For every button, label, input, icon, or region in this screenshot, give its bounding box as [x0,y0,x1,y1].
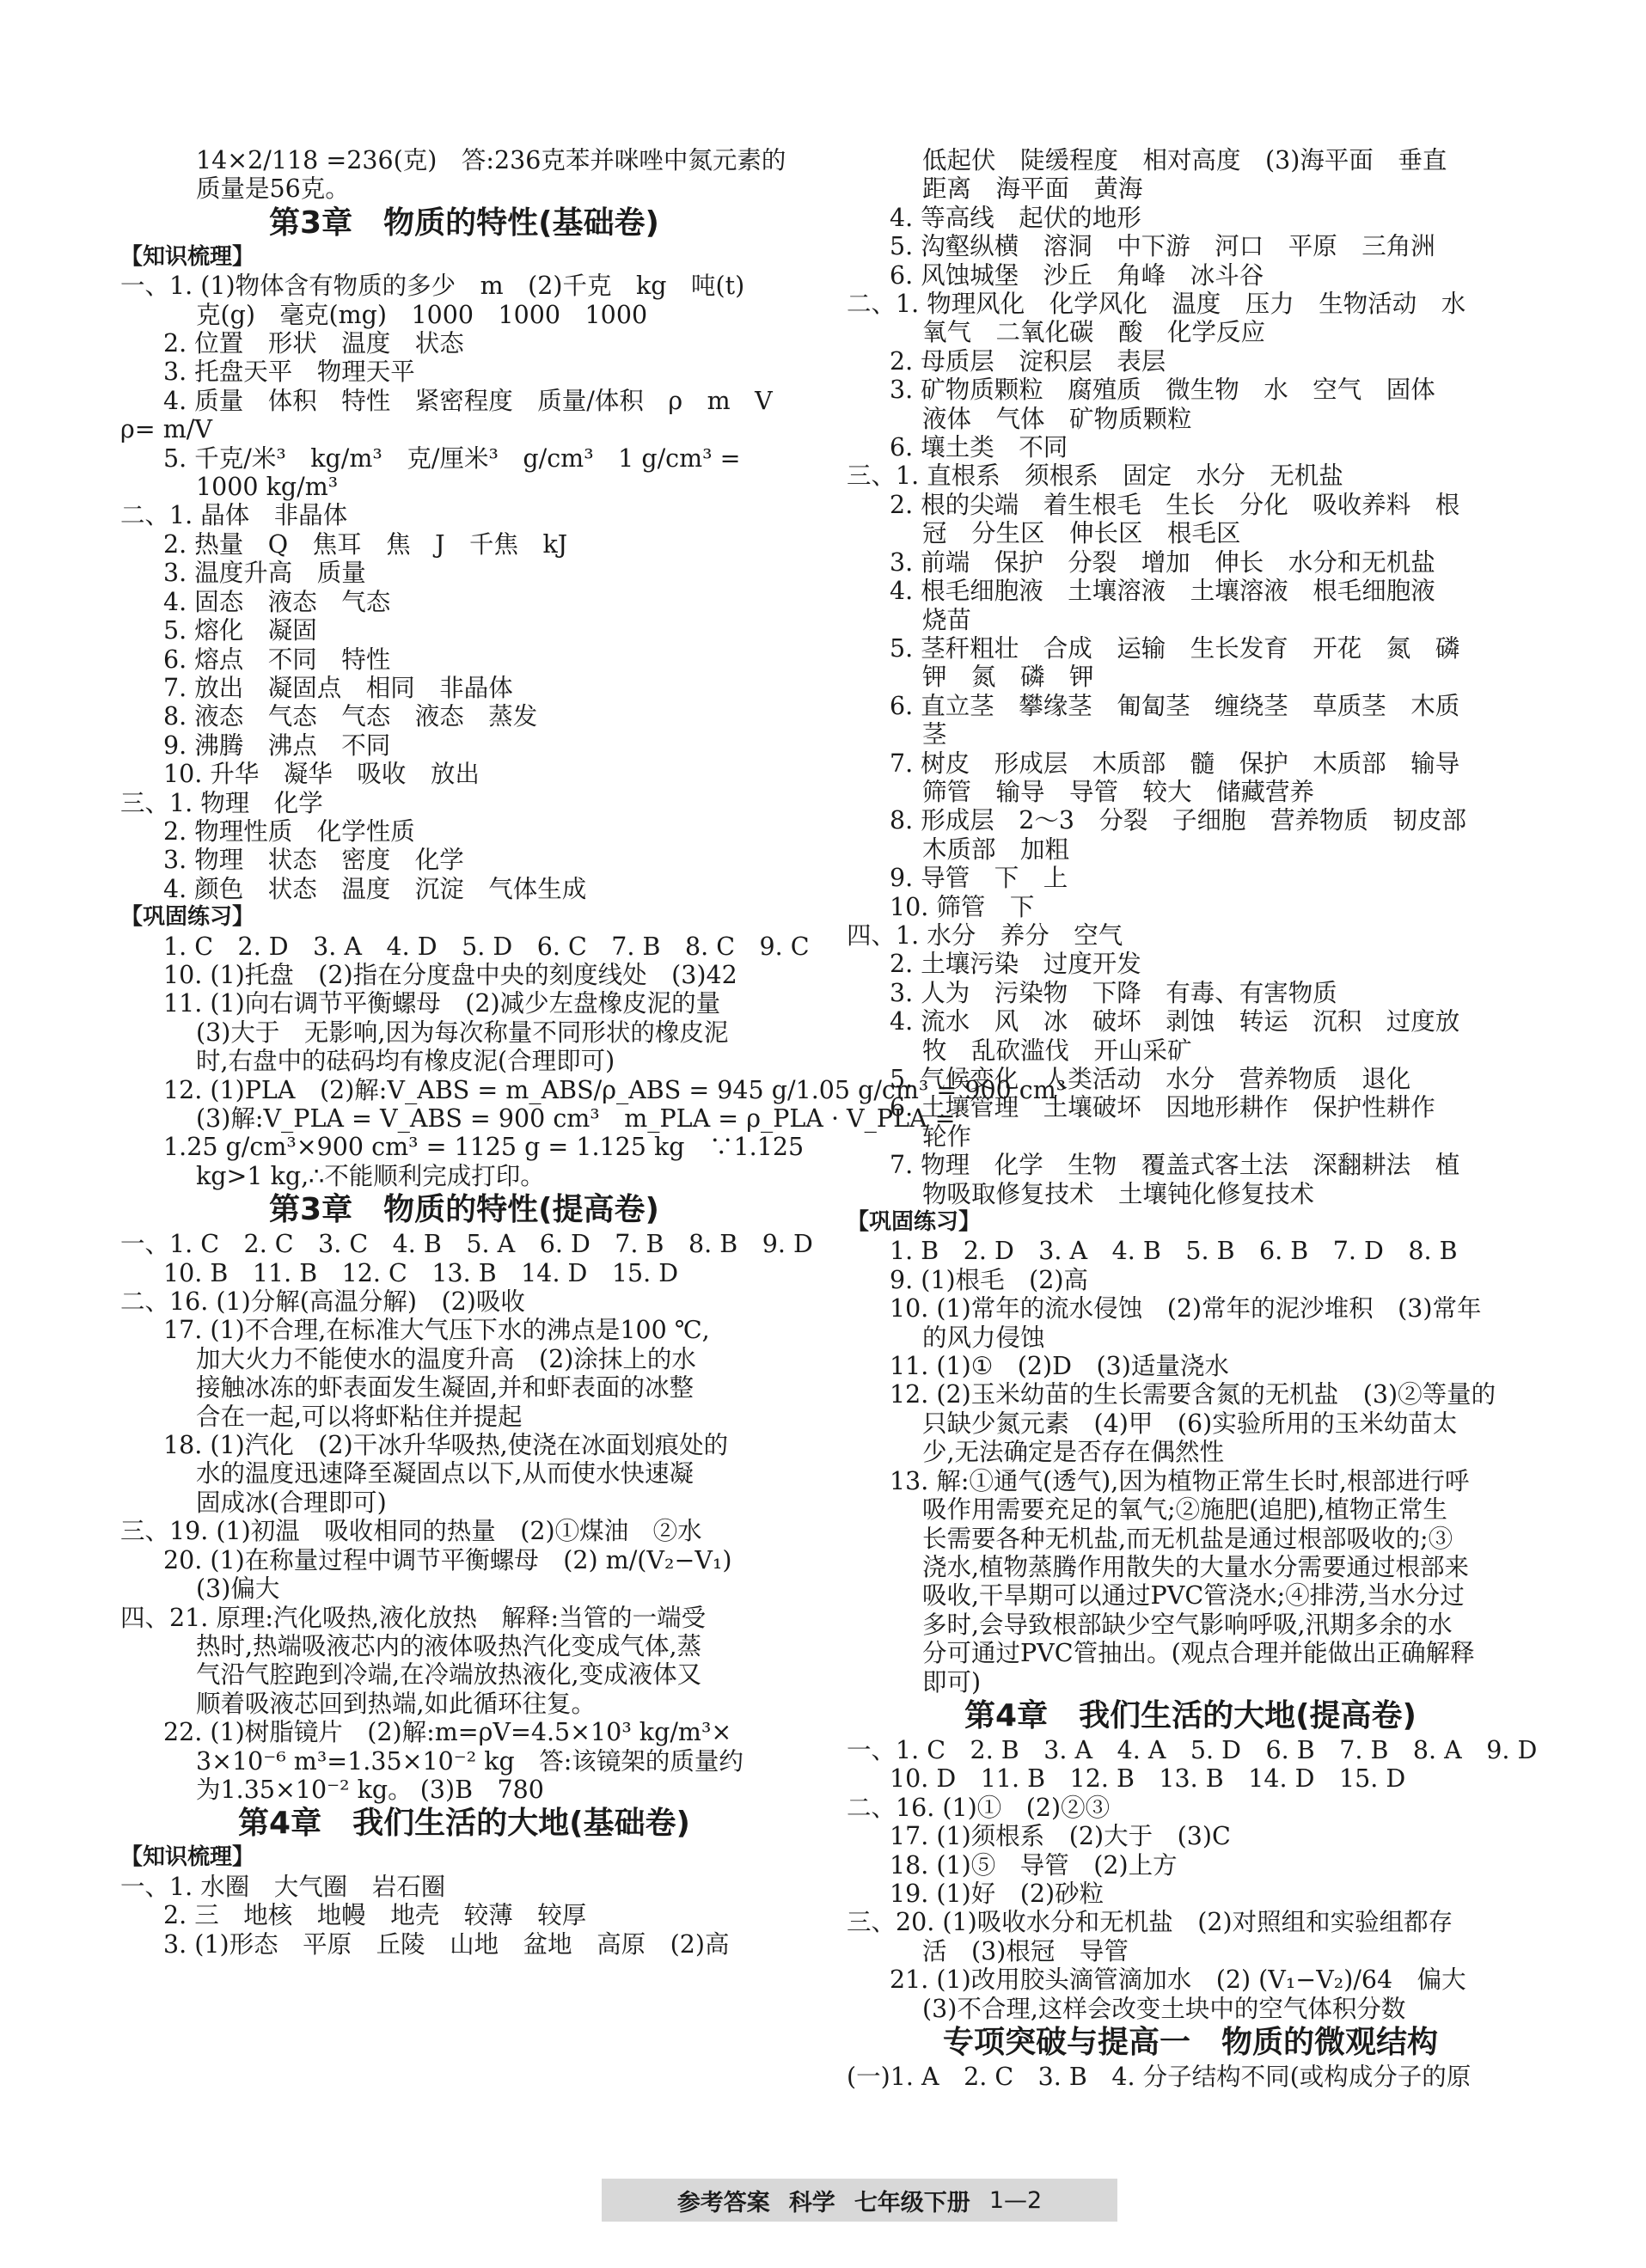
answer-line: 9. (1)根毛 (2)高 [890,1265,1088,1294]
answer-line: 20. (1)在称量过程中调节平衡螺母 (2) m/(V₂−V₁) [163,1545,732,1574]
answer-line: 7. 放出 凝固点 相同 非晶体 [163,673,513,702]
section-label: 【知识梳理】 [120,243,255,270]
answer-line: 17. (1)须根系 (2)大于 (3)C [890,1822,1231,1851]
answer-line: 4. 根毛细胞液 土壤溶液 土壤溶液 根毛细胞液 [890,577,1435,606]
answer-line: 8. 形成层 2～3 分裂 子细胞 营养物质 韧皮部 [890,806,1467,835]
answer-line: 气沿气腔跑到冷端,在冷端放热液化,变成液体又 [196,1660,702,1690]
answer-line: ρ= m/V [120,415,212,444]
answer-line: 3. (1)形态 平原 丘陵 山地 盆地 高原 (2)高 [163,1929,730,1959]
answer-line: 低起伏 陡缓程度 相对高度 (3)海平面 垂直 [922,146,1447,174]
answer-line: 分可通过PVC管抽出。(观点合理并能做出正确解释 [922,1639,1475,1668]
answer-line: 浇水,植物蒸腾作用散失的大量水分需要通过根部来 [922,1552,1470,1581]
answer-line: 6. 风蚀城堡 沙丘 角峰 冰斗谷 [890,260,1264,290]
answer-line: 二、1. 晶体 非晶体 [120,501,348,530]
answer-line: 10. (1)常年的流水侵蚀 (2)常年的泥沙堆积 (3)常年 [890,1294,1482,1324]
answer-line: 三、1. 直根系 须根系 固定 水分 无机盐 [847,462,1343,491]
answer-line: 3. 托盘天平 物理天平 [163,358,415,387]
answer-line: 三、19. (1)初温 吸收相同的热量 (2)①煤油 ②水 [120,1517,702,1546]
answer-line: 4. 等高线 起伏的地形 [890,203,1141,232]
answer-line: 5. 茎秆粗壮 合成 运输 生长发育 开花 氮 磷 [890,633,1460,663]
answer-line: 21. (1)改用胶头滴管滴加水 (2) (V₁−V₂)/64 偏大 [890,1965,1466,1995]
answer-line: 5. 千克/米³ kg/m³ 克/厘米³ g/cm³ 1 g/cm³ = [163,443,741,473]
answer-line: 2. 热量 Q 焦耳 焦 J 千焦 kJ [163,529,568,559]
answer-line: 少,无法确定是否存在偶然性 [922,1438,1225,1467]
answer-line: 11. (1)① (2)D (3)适量浇水 [890,1352,1229,1381]
answer-line: 6. 壤土类 不同 [890,433,1068,462]
answer-line: 3. 矿物质颗粒 腐殖质 微生物 水 空气 固体 [890,376,1435,405]
answer-line: 钾 氮 磷 钾 [922,663,1094,692]
answer-line: 接触冰冻的虾表面发生凝固,并和虾表面的冰整 [196,1373,695,1403]
answer-line: 二、16. (1)① (2)②③ [847,1793,1111,1822]
answer-line: 6. 土壤管理 土壤破坏 因地形耕作 保护性耕作 [890,1093,1435,1122]
answer-line: 10. D 11. B 12. B 13. B 14. D 15. D [890,1764,1406,1794]
answer-line: 3. 人为 污染物 下降 有毒、有害物质 [890,978,1337,1007]
answer-line: 固成冰(合理即可) [196,1488,387,1517]
answer-line: 一、1. C 2. B 3. A 4. A 5. D 6. B 7. B 8. A 9. D [847,1735,1538,1764]
page-footer [602,2179,1117,2222]
footer-grade: 七年级下册 [854,2189,970,2216]
answer-line: 2. 三 地核 地幔 地壳 较薄 较厚 [163,1901,587,1930]
answer-line: 1.25 g/cm³×900 cm³ = 1125 g = 1.125 kg ∵1.125 [163,1133,805,1162]
footer-subject: 科学 [788,2189,835,2216]
answer-line: 茎 [922,720,947,749]
answer-line: 9. 导管 下 上 [890,864,1068,893]
chapter-heading: 第4章 我们生活的大地(提高卷) [964,1697,1417,1733]
answer-line: 5. 沟壑纵横 溶洞 中下游 河口 平原 三角洲 [890,232,1435,261]
answer-line: (3)偏大 [196,1574,280,1604]
answer-line: 物吸取修复技术 土壤钝化修复技术 [922,1179,1315,1208]
answer-line: 一、1. C 2. C 3. C 4. B 5. A 6. D 7. B 8. B 9. D [120,1230,813,1259]
answer-line: 一、1. 水圈 大气圈 岩石圈 [120,1872,446,1901]
answer-line: 2. 物理性质 化学性质 [163,816,415,846]
answer-line: 时,右盘中的砝码均有橡皮泥(合理即可) [196,1047,615,1076]
answer-line: 筛管 输导 导管 较大 储藏营养 [922,777,1315,806]
answer-line: 3. 前端 保护 分裂 增加 伸长 水分和无机盐 [890,547,1435,577]
answer-line: 3×10⁻⁶ m³=1.35×10⁻² kg 答:该镜架的质量约 [196,1746,743,1776]
answer-line: 长需要各种无机盐,而无机盐是通过根部吸收的;③ [922,1524,1453,1553]
answer-line: 17. (1)不合理,在标准大气压下水的沸点是100 ℃, [163,1316,710,1345]
answer-line: 吸作用需要充足的氧气;②施肥(追肥),植物正常生 [922,1495,1447,1525]
answer-line: 10. B 11. B 12. C 13. B 14. D 15. D [163,1258,679,1287]
answer-line: 14×2/118 =236(克) 答:236克苯并咪唑中氮元素的 [196,146,786,174]
answer-line: 液体 气体 矿物质颗粒 [922,404,1192,433]
answer-line: 的风力侵蚀 [922,1323,1045,1352]
answer-line: 三、1. 物理 化学 [120,788,323,817]
chapter-heading: 第3章 物质的特性(提高卷) [269,1192,659,1228]
answer-line: 为1.35×10⁻² kg。 (3)B 780 [196,1775,544,1804]
answer-line: 1000 kg/m³ [196,473,339,502]
answer-line: 热时,热端吸液芯内的液体吸热汽化变成气体,蒸 [196,1631,702,1660]
answer-line: 18. (1)汽化 (2)干冰升华吸热,使浇在冰面划痕处的 [163,1431,729,1460]
section-label: 【巩固练习】 [847,1209,982,1236]
answer-line: 多时,会导致根部缺少空气影响呼吸,汛期多余的水 [922,1610,1453,1639]
chapter-heading: 第4章 我们生活的大地(基础卷) [238,1806,690,1842]
answer-line: 即可) [922,1667,982,1696]
answer-line: 质量是56克。 [196,174,350,204]
answer-line: 1. C 2. D 3. A 4. D 5. D 6. C 7. B 8. C 9. C [163,932,810,961]
answer-line: 三、20. (1)吸收水分和无机盐 (2)对照组和实验组都存 [847,1908,1453,1937]
answer-line: 四、21. 原理:汽化吸热,液化放热 解释:当管的一端受 [120,1603,707,1632]
answer-line: 13. 解:①通气(透气),因为植物正常生长时,根部进行呼 [890,1466,1470,1495]
answer-line: 4. 质量 体积 特性 紧密程度 质量/体积 ρ m V [163,386,773,415]
answer-line: 4. 流水 风 冰 破坏 剥蚀 转运 沉积 过度放 [890,1007,1460,1036]
answer-line: 3. 温度升高 质量 [163,559,366,588]
answer-line: 牧 乱砍滥伐 开山采矿 [922,1036,1192,1065]
answer-line: (3)大于 无影响,因为每次称量不同形状的橡皮泥 [196,1018,729,1047]
answer-line: 冠 分生区 伸长区 根毛区 [922,519,1241,548]
answer-line: 氧气 二氧化碳 酸 化学反应 [922,318,1266,347]
answer-line: 2. 土壤污染 过度开发 [890,950,1141,979]
answer-line: 加大火力不能使水的温度升高 (2)涂抹上的水 [196,1344,696,1373]
footer-label: 参考答案 [676,2189,770,2216]
answer-line: 2. 母质层 淀积层 表层 [890,346,1166,376]
answer-line: 3. 物理 状态 密度 化学 [163,846,464,875]
answer-line: 轮作 [922,1122,972,1151]
answer-line: 7. 物理 化学 生物 覆盖式客土法 深翻耕法 植 [890,1151,1460,1180]
answer-line: 10. 升华 凝华 吸收 放出 [163,760,480,789]
answer-line: 6. 熔点 不同 特性 [163,645,391,674]
answer-line: 木质部 加粗 [922,834,1070,864]
answer-line: 距离 海平面 黄海 [922,174,1143,204]
answer-line: 5. 气候变化 人类活动 水分 营养物质 退化 [890,1065,1411,1093]
right-column [847,146,1538,2091]
answer-line: 二、16. (1)分解(高温分解) (2)吸收 [120,1287,525,1317]
answer-line: (3)不合理,这样会改变土块中的空气体积分数 [922,1994,1406,2023]
answer-line: 12. (1)PLA (2)解:V_ABS = m_ABS/ρ_ABS = 945 g/1.05 g/cm³ = 900 cm³ [163,1075,1067,1104]
answer-line: 10. 筛管 下 [890,892,1035,921]
answer-line: 活 (3)根冠 导管 [922,1936,1129,1965]
answer-line: 22. (1)树脂镜片 (2)解:m=ρV=4.5×10³ kg/m³× [163,1718,732,1747]
answer-line: 四、1. 水分 养分 空气 [847,920,1123,950]
answer-line: 1. B 2. D 3. A 4. B 5. B 6. B 7. D 8. B [890,1237,1458,1266]
answer-line: 18. (1)⑤ 导管 (2)上方 [890,1850,1178,1880]
answer-line: 烧苗 [922,605,972,634]
footer-page-number: 1—2 [988,2186,1043,2214]
section-label: 【巩固练习】 [120,904,255,931]
answer-line: 吸收,干旱期可以通过PVC管浇水;④排涝,当水分过 [922,1581,1465,1611]
answer-line: kg>1 kg,∴不能顺利完成打印。 [196,1161,545,1190]
answer-line: 8. 液态 气态 气态 液态 蒸发 [163,702,538,731]
answer-line: 10. (1)托盘 (2)指在分度盘中央的刻度线处 (3)42 [163,960,737,989]
answer-line: 7. 树皮 形成层 木质部 髓 保护 木质部 输导 [890,749,1460,778]
answer-line: 19. (1)好 (2)砂粒 [890,1879,1104,1908]
answer-line: 克(g) 毫克(mg) 1000 1000 1000 [196,300,648,329]
answer-line: 5. 熔化 凝固 [163,616,317,645]
answer-line: 4. 固态 液态 气态 [163,587,391,616]
answer-line: (3)解:V_PLA = V_ABS = 900 cm³ m_PLA = ρ_PLA · V_PLA = [196,1104,956,1133]
chapter-heading: 专项突破与提高一 物质的微观结构 [942,2025,1438,2060]
answer-line: 水的温度迅速降至凝固点以下,从而使水快速凝 [196,1459,695,1489]
section-label: 【知识梳理】 [120,1844,255,1871]
answer-line: 顺着吸液芯回到热端,如此循环往复。 [196,1689,597,1718]
answer-line: 一、1. (1)物体含有物质的多少 m (2)千克 kg 吨(t) [120,272,745,301]
answer-line: 二、1. 物理风化 化学风化 温度 压力 生物活动 水 [847,290,1466,319]
chapter-heading: 第3章 物质的特性(基础卷) [269,205,659,241]
answer-line: 9. 沸腾 沸点 不同 [163,731,391,760]
answer-line: 11. (1)向右调节平衡螺母 (2)减少左盘橡皮泥的量 [163,989,721,1018]
answer-line: 2. 根的尖端 着生根毛 生长 分化 吸收养料 根 [890,490,1460,519]
answer-line: (一)1. A 2. C 3. B 4. 分子结构不同(或构成分子的原 [847,2063,1472,2091]
answer-line: 2. 位置 形状 温度 状态 [163,329,464,358]
answer-line: 合在一起,可以将虾粘住并提起 [196,1402,523,1431]
answer-line: 4. 颜色 状态 温度 沉淀 气体生成 [163,874,587,903]
answer-line: 只缺少氮元素 (4)甲 (6)实验所用的玉米幼苗太 [922,1409,1458,1438]
answer-line: 6. 直立茎 攀缘茎 匍匐茎 缠绕茎 草质茎 木质 [890,691,1460,720]
answer-line: 12. (2)玉米幼苗的生长需要含氮的无机盐 (3)②等量的 [890,1380,1496,1409]
